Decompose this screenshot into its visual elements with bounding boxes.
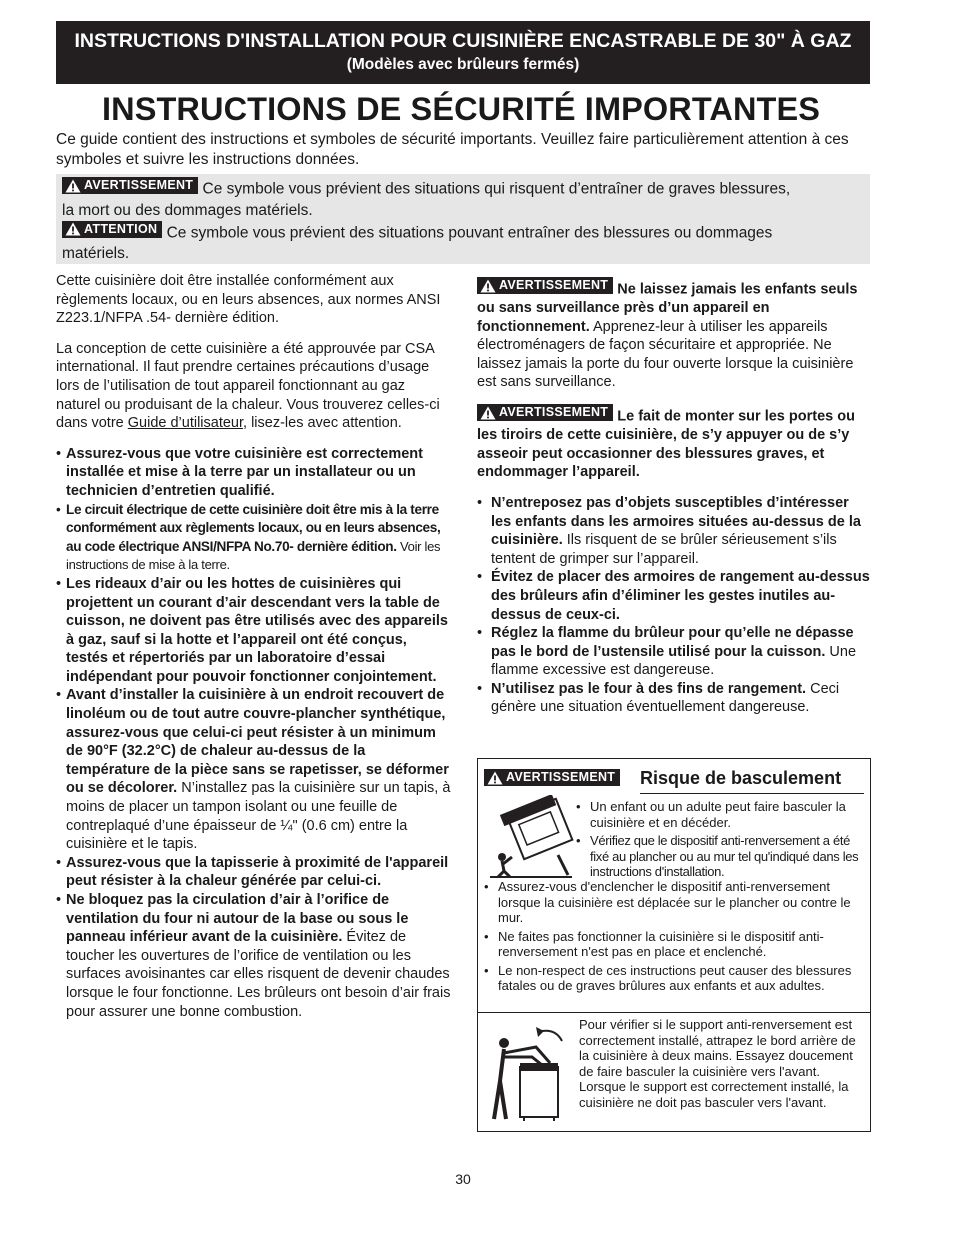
warning-triangle-icon bbox=[480, 279, 496, 293]
warning-paragraph: AVERTISSEMENT Le fait de monter sur les portes ou les tiroirs de cette cuisinière, de s’y appuyer ou de s’y asseoir peut occasionner des blessures graves, et endommager l’appareil. bbox=[477, 405, 855, 481]
list-item: • Ne faites pas fonctionner la cuisinière si le dispositif anti-renversement n'est pas en place et enclenché. bbox=[484, 929, 866, 960]
symbol-legend-box: AVERTISSEMENT Ce symbole vous prévient des situations qui risquent d’entraîner de graves blessures, la mort ou des dommages matériels. ATTENTION Ce symbole vous prévient des situations pouvant entraîner des blessures ou dommages matériels. bbox=[56, 174, 870, 264]
list-item: • Le non-respect de ces instructions peut causer des blessures fatales ou de graves brûlures aux enfants et aux adultes. bbox=[484, 963, 866, 994]
safety-list bbox=[477, 494, 870, 717]
list-item: • Réglez la flamme du brûleur pour qu’elle ne dépasse pas le bord de l’ustensile utilisé pour la cuisson. Une flamme excessive est dangereuse. bbox=[477, 624, 870, 680]
intro-paragraph: Ce guide contient des instructions et symboles de sécurité importants. Veuillez faire particulièrement attention à ces symboles et suivre les instructions données. bbox=[56, 131, 849, 168]
warning-badge: AVERTISSEMENT bbox=[484, 769, 620, 786]
tip-list-top bbox=[576, 799, 866, 883]
header-subtitle: (Modèles avec brûleurs fermés) bbox=[346, 56, 580, 73]
safety-list bbox=[56, 445, 451, 1021]
tip-over-warning-box bbox=[477, 758, 871, 1132]
right-column bbox=[477, 277, 870, 717]
list-item: • N’utilisez pas le four à des fins de rangement. Ceci génère une situation éventuellement dangereuse. bbox=[477, 680, 870, 717]
divider bbox=[478, 1012, 870, 1013]
user-guide-link: Guide d’utilisateur bbox=[127, 415, 244, 432]
caution-badge: ATTENTION bbox=[62, 221, 162, 238]
paragraph: Cette cuisinière doit être installée conformément aux règlements locaux, ou en leurs absences, aux normes ANSI Z223.1/NFPA .54- dernière édition. bbox=[56, 273, 441, 327]
list-item: • Vérifiez que le dispositif anti-renversement a été fixé au plancher ou au mur tel qu'indiqué dans les instructions d'installation. bbox=[576, 833, 866, 880]
list-item: • N’entreposez pas d’objets susceptibles d’intéresser les enfants dans les armoires situées au-dessus de la cuisinière. Ils risquent de se brûler sérieusement s’ils tentent de grimper sur l’appareil. bbox=[477, 494, 870, 568]
warning-triangle-icon bbox=[65, 179, 81, 193]
paragraph: La conception de cette cuisinière a été approuvée par CSA international. Il faut prendre certaines précautions d’usage lors de l’utilisation de tout appareil fonctionnant au gaz naturel ou produisant de la chaleur. Vous trouverez celles-ci dans votre Guide d’utilisateur, lisez-les avec attention. bbox=[56, 340, 440, 432]
caution-legend-line: ATTENTION Ce symbole vous prévient des situations pouvant entraîner des blessures ou dommages bbox=[62, 221, 864, 244]
warning-triangle-icon bbox=[480, 406, 496, 420]
page-title: INSTRUCTIONS DE SÉCURITÉ IMPORTANTES bbox=[102, 91, 821, 127]
list-item: • Un enfant ou un adulte peut faire basculer la cuisinière et en décéder. bbox=[576, 799, 866, 830]
tip-check-paragraph: Pour vérifier si le support anti-renversement est correctement installé, attrapez le bord arrière de la cuisinière à deux mains. Essayez doucement de faire basculer la cuisinière vers l'avant. Lorsque le support est correctement installé, la cuisinière ne doit pas basculer vers l'avant. bbox=[579, 1017, 856, 1110]
warning-badge: AVERTISSEMENT bbox=[477, 277, 613, 294]
list-item: • Assurez-vous que la tapisserie à proximité de l'appareil peut résister à la chaleur générée par celui-ci. bbox=[56, 854, 451, 891]
list-item: • Les rideaux d’air ou les hottes de cuisinières qui projettent un courant d’air descendant vers la table de cuisson, ne doivent pas être utilisés avec des appareils à gaz, sauf si la hotte et l’appareil ont été conçus, testés et répertoriés par un laboratoire d’essai indépendant pour pouvoir fonctionner conjointement. bbox=[56, 575, 451, 687]
warning-triangle-icon bbox=[487, 771, 503, 785]
warning-triangle-icon bbox=[65, 222, 81, 236]
page-number: 30 bbox=[455, 1171, 471, 1187]
warning-paragraph: AVERTISSEMENT Ne laissez jamais les enfants seuls ou sans surveillance près d’un appareil en fonctionnement. Apprenez-leur à utiliser les appareils électroménagers de façon sécuritaire et appropriée. Ne laissez jamais la porte du four ouverte lorsque la cuisinière est sans surveillance. bbox=[477, 278, 858, 391]
list-item: • Ne bloquez pas la circulation d’air à l’orifice de ventilation du four ni autour de la base ou sous le panneau inférieur avant de la cuisinière. Évitez de toucher les ouvertures de l’orifice de ventilation ou les surfaces avoisinantes car elles risquent de devenir chaudes lorsque le four fonctionne. Les brûleurs ont besoin d’air frais pour assurer une bonne combustion. bbox=[56, 891, 451, 1021]
list-item: • Le circuit électrique de cette cuisinière doit être mis à la terre conformément aux règlements locaux, ou en leurs absences, au code électrique ANSI/NFPA No.70- dernière édition. Voir les instructions de mise à la terre. bbox=[56, 501, 451, 575]
range-tipping-illustration-icon bbox=[486, 795, 576, 885]
list-item: • Évitez de placer des armoires de rangement au-dessus des brûleurs afin d’éliminer les gestes inutiles au-dessus de ceux-ci. bbox=[477, 568, 870, 624]
list-item: • Assurez-vous d'enclencher le dispositif anti-renversement lorsque la cuisinière est déplacée sur le plancher ou contre le mur. bbox=[484, 879, 866, 926]
left-column bbox=[56, 272, 451, 1021]
warning-badge: AVERTISSEMENT bbox=[62, 177, 198, 194]
list-item: • Assurez-vous que votre cuisinière est correctement installée et mise à la terre par un installateur ou un technicien d’entretien qualifié. bbox=[56, 445, 451, 501]
header-title: INSTRUCTIONS D'INSTALLATION POUR CUISINIÈRE ENCASTRABLE DE 30" À GAZ bbox=[74, 30, 852, 52]
check-anti-tip-illustration-icon bbox=[486, 1021, 576, 1125]
warning-badge: AVERTISSEMENT bbox=[477, 404, 613, 421]
header-band bbox=[56, 21, 870, 84]
tip-list-bottom bbox=[484, 879, 866, 997]
warning-legend-line: AVERTISSEMENT Ce symbole vous prévient des situations qui risquent d’entraîner de graves blessures, bbox=[62, 177, 864, 200]
tip-over-title: Risque de basculement bbox=[640, 767, 864, 794]
list-item: • Avant d’installer la cuisinière à un endroit recouvert de linoléum ou de tout autre couvre-plancher synthétique, assurez-vous que celui-ci peut résister à un minimum de 90°F (32.2°C) de chaleur au-dessus de la température de la pièce sans se rapetisser, se déformer ou se décolorer. N’installez pas la cuisinière sur un tapis, à moins de placer un tampon isolant ou une feuille de contreplaqué d’une épaisseur de ¼" (0.6 cm) entre la cuisinière et le tapis. bbox=[56, 686, 451, 853]
